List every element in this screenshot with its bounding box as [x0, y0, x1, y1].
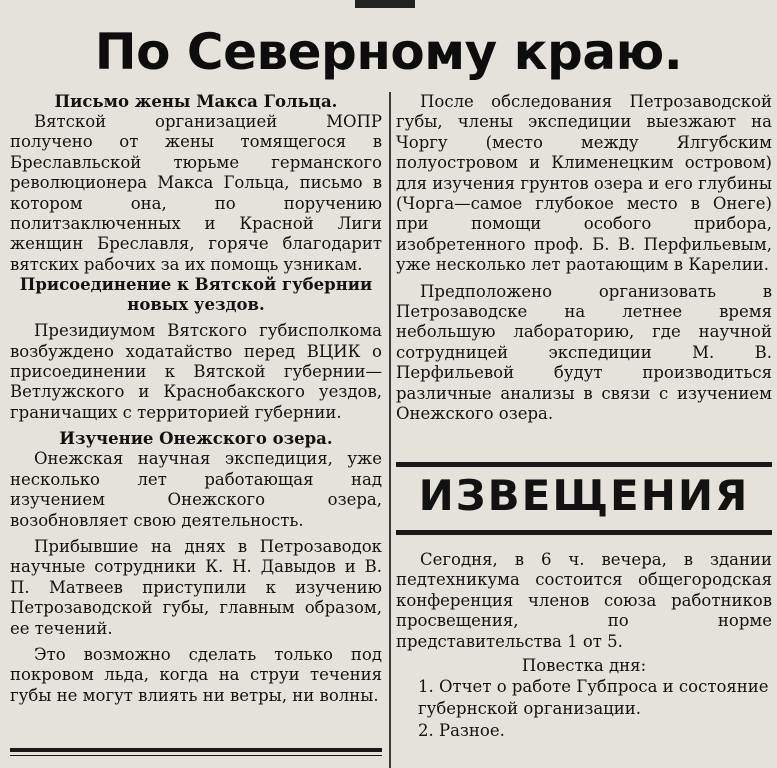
notice-paragraph: Сегодня, в 6 ч. вечера, в здании педтехникума состоится общегородская конференция членов союза работников просвещения, по норме представительства 1 от 5.: [396, 550, 772, 651]
masthead-title: По Северному краю.: [94, 23, 683, 81]
article-paragraph: Прибывшие на днях в Петрозаводок научные сотрудники К. Н. Давыдов и В. П. Матвеев приступили к изучению Петрозаводской губы, главным образом, ее течений.: [10, 536, 382, 638]
article-paragraph: После обследования Петрозаводской губы, члены экспедиции выезжают на Чоргу (место между Ялгубским полуостровом и Клименецким островом) для изучения грунтов озера и его глубины (Чорга—самое глубокое место в Онеге) при помощи особого прибора, изобретенного проф. Б. В. Перфильевым, уже несколько лет раотающим в Карелии.: [396, 92, 772, 275]
article-paragraph: Вятской организацией МОПР получено от жены томящегося в Бреславльской тюрьме германского революционера Макса Гольца, письмо в котором она, по поручению политзаключенных и Красной Лиги женщин Бреславля, горяче благодарит вятских рабочих за их помощь узникам.: [10, 112, 382, 274]
article-paragraph: Президиумом Вятского губисполкома возбуждено ходатайство перед ВЦИК о присоединении к Вятской губернии—Ветлужского и Краснобакского уездов, граничащих с территорией губернии.: [10, 321, 382, 422]
top-rule-fragment: [355, 0, 415, 8]
column-divider: [389, 92, 391, 768]
article-paragraph: Это возможно сделать только под покровом льда, когда на струи течения губы не могут влиять ни ветры, ни волны.: [10, 644, 382, 705]
article-paragraph: Предположено организовать в Петрозаводске на летнее время небольшую лабораторию, где научной сотрудницей экспедиции М. В. Перфильевой будут производиться различные анализы в связи с изучением Онежского озера.: [396, 281, 772, 424]
left-bottom-rule: [10, 748, 382, 752]
notices-bottom-rule: [396, 530, 772, 535]
notices-heading: ИЗВЕЩЕНИЯ: [418, 471, 750, 520]
article-paragraph: Онежская научная экспедиция, уже несколько лет работающая над изучением Онежского озера, возобновляет свою деятельность.: [10, 449, 382, 530]
section-title-letter: Письмо жены Макса Гольца.: [54, 92, 338, 111]
right-column: [396, 92, 772, 425]
agenda-item: 2. Разное.: [418, 721, 505, 741]
agenda-item: 1. Отчет о работе Губпроса и состояние губернской организации.: [418, 677, 769, 719]
section-title-uezds: Присоединение к Вятской губернии новых уездов.: [19, 275, 373, 315]
notices-body: [396, 550, 772, 742]
left-column: [10, 92, 382, 706]
agenda-title: Повестка дня:: [521, 656, 647, 676]
section-title-onega: Изучение Онежского озера.: [59, 429, 333, 449]
notices-top-rule: [396, 462, 772, 467]
